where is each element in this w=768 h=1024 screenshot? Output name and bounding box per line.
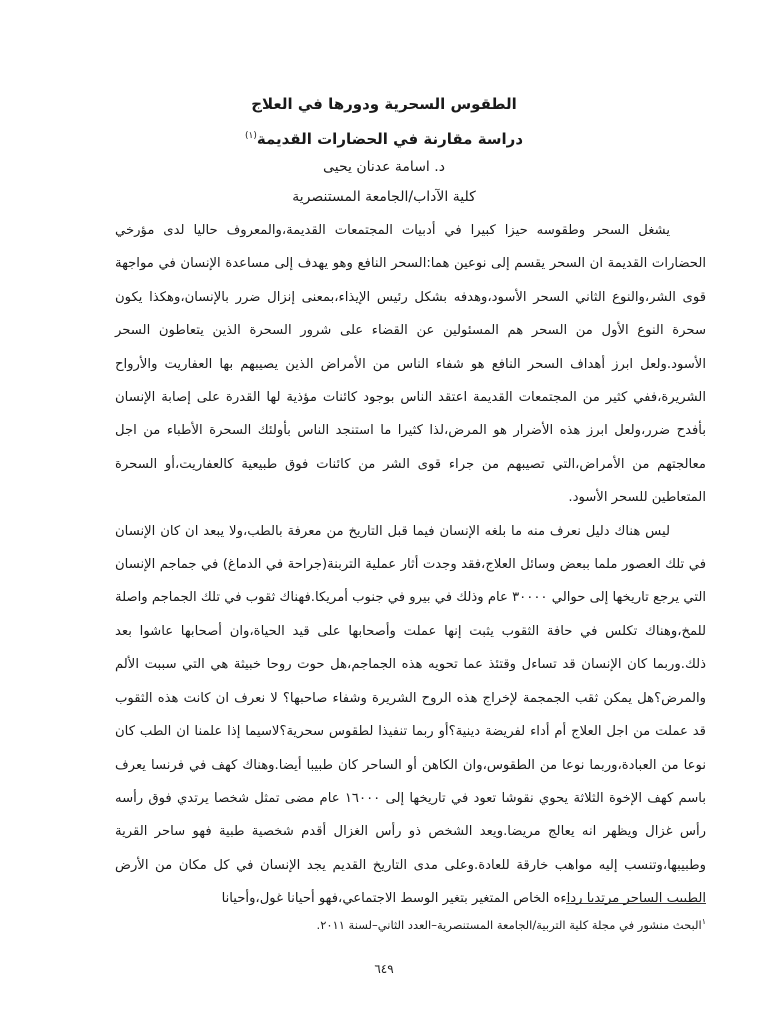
footnote-reference[interactable]: (١) bbox=[244, 131, 257, 141]
body-paragraph-1: يشغل السحر وطقوسه حيزا كبيرا في أدبيات المجتمعات القديمة،والمعروف حاليا لدى مؤرخي الحضارات القديمة ان السحر يقسم إلى نوعين هما:السحر النافع وهو يهدف إلى مساعدة الإنسان في مواجهة قوى الشر،والنوع الثاني السحر الأسود،وهدفه بشكل رئيس الإيذاء،بمعنى إنزال ضرر بالإنسان،وهكذا يكون سحرة النوع الأول من السحر هم المسئولين عن القضاء على شرور السحرة الذين يتعاطون السحر الأسود.ولعل ابرز أهداف السحر النافع هو شفاء الناس من الأمراض الذين يصيبهم بها العفاريت والأرواح الشريرة،ففي كثير من المجتمعات القديمة اعتقد الناس بوجود كائنات مؤذية لها القدرة على إصابة الإنسان بأفدح ضرر،ولعل ابرز هذه الأضرار هو المرض،لذا كثيرا ما استنجد الناس بأولئك السحرة الأطباء من اجل معالجتهم من الأمراض،التي تصيبهم من جراء قوى الشر من كائنات فوق طبيعية كالعفاريت،أو السحرة المتعاطين للسحر الأسود. bbox=[115, 223, 706, 506]
article-body bbox=[115, 214, 706, 916]
author-affiliation: كلية الآداب/الجامعة المستنصرية bbox=[292, 189, 476, 205]
article-title: الطقوس السحرية ودورها في العلاج bbox=[251, 95, 517, 113]
footnote-mark: ١ bbox=[701, 917, 706, 926]
footnote bbox=[115, 912, 706, 935]
footnote-text: البحث منشور في مجلة كلية التربية/الجامعة المستنصرية–العدد الثاني–لسنة ٢٠١١. bbox=[316, 917, 702, 932]
footnote-divider bbox=[566, 903, 706, 904]
article-subtitle bbox=[60, 120, 708, 152]
article-header bbox=[60, 88, 708, 212]
subtitle-text: دراسة مقارنة في الحضارات القديمة bbox=[256, 130, 524, 148]
author-name: د. اسامة عدنان يحيى bbox=[323, 159, 445, 175]
page-number: ٦٤٩ bbox=[374, 962, 394, 976]
body-paragraph-2: ليس هناك دليل نعرف منه ما بلغه الإنسان فيما قبل التاريخ من معرفة بالطب،ولا يبعد ان كان الإنسان في تلك العصور ملما ببعض وسائل العلاج،فقد وجدت أثار عملية التربنة(جراحة في الدماغ) في جماجم الإنسان التي يرجع تاريخها إلى حوالي ٣٠٠٠٠ عام وذلك في بيرو في جنوب أمريكا.فهناك ثقوب في تلك الجماجم واصلة للمخ،وهناك تكلس في حافة الثقوب يثبت إنها عملت وأصحابها على قيد الحياة،وان أصحابها عاشوا بعد ذلك.وربما كان الإنسان قد تساءل وقتئذ عما تحويه هذه الجماجم،هل حوت روحا خبيثة هي التي سببت الألم والمرض؟هل يمكن ثقب الجمجمة لإخراج هذه الروح الشريرة وشفاء صاحبها؟ لا نعرف ان كانت هذه الثقوب قد عملت من اجل العلاج أم أداء لفريضة دينية؟أو ربما تنفيذا لطقوس سحرية؟لاسيما إذا علمنا ان الطب كان نوعا من العبادة،وربما نوعا من الطقوس،وان الكاهن أو الساحر كان طبيبا أيضا.وهناك كهف في فرنسا يعرف باسم كهف الإخوة الثلاثة يحوي نقوشا تعود في تاريخها إلى ١٦٠٠٠ عام مضى تمثل شخصا يرتدي فوق رأسه رأس غزال ويظهر انه يعالج مريضا.ويعد الشخص ذو رأس الغزال أقدم شخصية طبية فهو ساحر القرية وطبيبها،وتنسب إليه مواهب خارقة للعادة.وعلى مدى التاريخ القديم يجد الإنسان في كل مكان من الأرض الطبيب الساحر مرتديا رداءه الخاص المتغير بتغير الوسط الاجتماعي،فهو أحيانا غول،وأحيانا bbox=[115, 523, 706, 907]
